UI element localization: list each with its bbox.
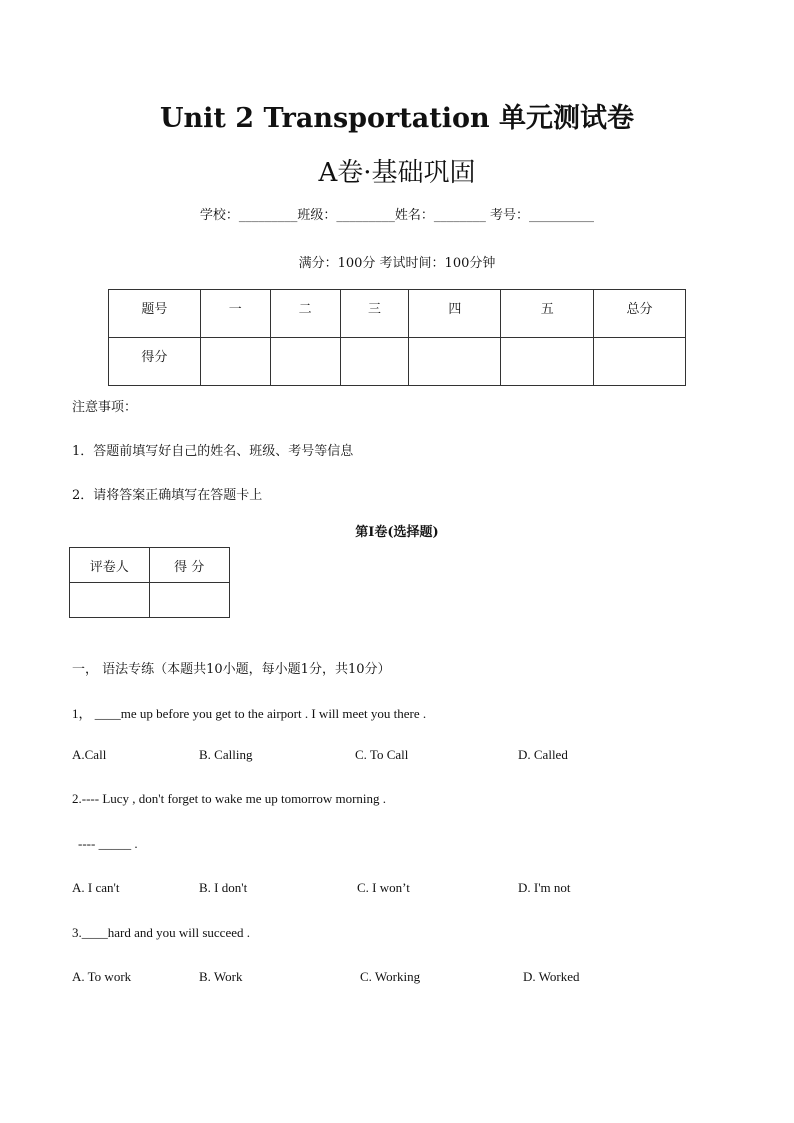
score-cell[interactable] bbox=[409, 338, 501, 386]
option-c[interactable]: C. To Call bbox=[355, 747, 409, 762]
grader-cell[interactable] bbox=[70, 583, 150, 618]
score-cell[interactable] bbox=[501, 338, 594, 386]
page-title: Unit 2 Transportation 单元测试卷 bbox=[159, 103, 635, 134]
score-table-score-row bbox=[109, 338, 686, 386]
section-title: 第I卷(选择题) bbox=[355, 525, 439, 540]
grader-table bbox=[69, 547, 230, 618]
note-item: 1．答题前填写好自己的姓名、班级、考号等信息 bbox=[72, 444, 354, 459]
option-a[interactable]: A. I can't bbox=[72, 880, 120, 895]
score-table-header-cell: 五 bbox=[501, 290, 594, 338]
grader-table-header-cell: 得 分 bbox=[149, 548, 230, 583]
option-a[interactable]: A.Call bbox=[72, 747, 107, 762]
question-stem: 1， ____me up before you get to the airport . I will meet you there . bbox=[72, 706, 427, 721]
question-stem: 3.____hard and you will succeed . bbox=[72, 925, 250, 940]
grader-table-header-row bbox=[70, 548, 230, 583]
option-c[interactable]: C. I won’t bbox=[357, 880, 410, 895]
score-table-header-cell: 三 bbox=[340, 290, 409, 338]
option-c[interactable]: C. Working bbox=[360, 969, 421, 984]
score-cell[interactable] bbox=[594, 338, 686, 386]
score-table-header-cell: 二 bbox=[270, 290, 340, 338]
note-item: 2．请将答案正确填写在答题卡上 bbox=[72, 488, 263, 503]
option-d[interactable]: D. Worked bbox=[523, 969, 580, 984]
exam-score-time-line: 满分：100分 考试时间：100分钟 bbox=[298, 256, 496, 271]
notes-heading: 注意事项： bbox=[72, 400, 138, 415]
grader-cell[interactable] bbox=[149, 583, 230, 618]
score-table bbox=[108, 289, 686, 386]
option-b[interactable]: B. I don't bbox=[199, 880, 248, 895]
part1-heading: 一， 语法专练（本题共10小题，每小题1分，共10分） bbox=[72, 662, 391, 677]
score-table-header-cell: 题号 bbox=[109, 290, 201, 338]
score-table-header-cell: 一 bbox=[200, 290, 270, 338]
score-table-header-row bbox=[109, 290, 686, 338]
option-d[interactable]: D. I'm not bbox=[518, 880, 571, 895]
grader-table-body-row bbox=[70, 583, 230, 618]
grader-table-header-cell: 评卷人 bbox=[70, 548, 150, 583]
question-stem: 2.---- Lucy , don't forget to wake me up tomorrow morning . bbox=[72, 791, 387, 806]
score-cell[interactable] bbox=[200, 338, 270, 386]
score-cell[interactable] bbox=[340, 338, 409, 386]
student-info-line: 学校：_________班级：_________姓名：________ 考号：__________ bbox=[199, 208, 595, 223]
option-d[interactable]: D. Called bbox=[518, 747, 568, 762]
page-subtitle: A卷·基础巩固 bbox=[318, 158, 476, 188]
score-cell[interactable] bbox=[270, 338, 340, 386]
score-table-header-cell: 总分 bbox=[594, 290, 686, 338]
option-a[interactable]: A. To work bbox=[72, 969, 132, 984]
score-row-label: 得分 bbox=[109, 338, 201, 386]
question-response-line: ---- _____ . bbox=[78, 836, 138, 851]
option-b[interactable]: B. Work bbox=[199, 969, 243, 984]
option-b[interactable]: B. Calling bbox=[199, 747, 253, 762]
score-table-header-cell: 四 bbox=[409, 290, 501, 338]
